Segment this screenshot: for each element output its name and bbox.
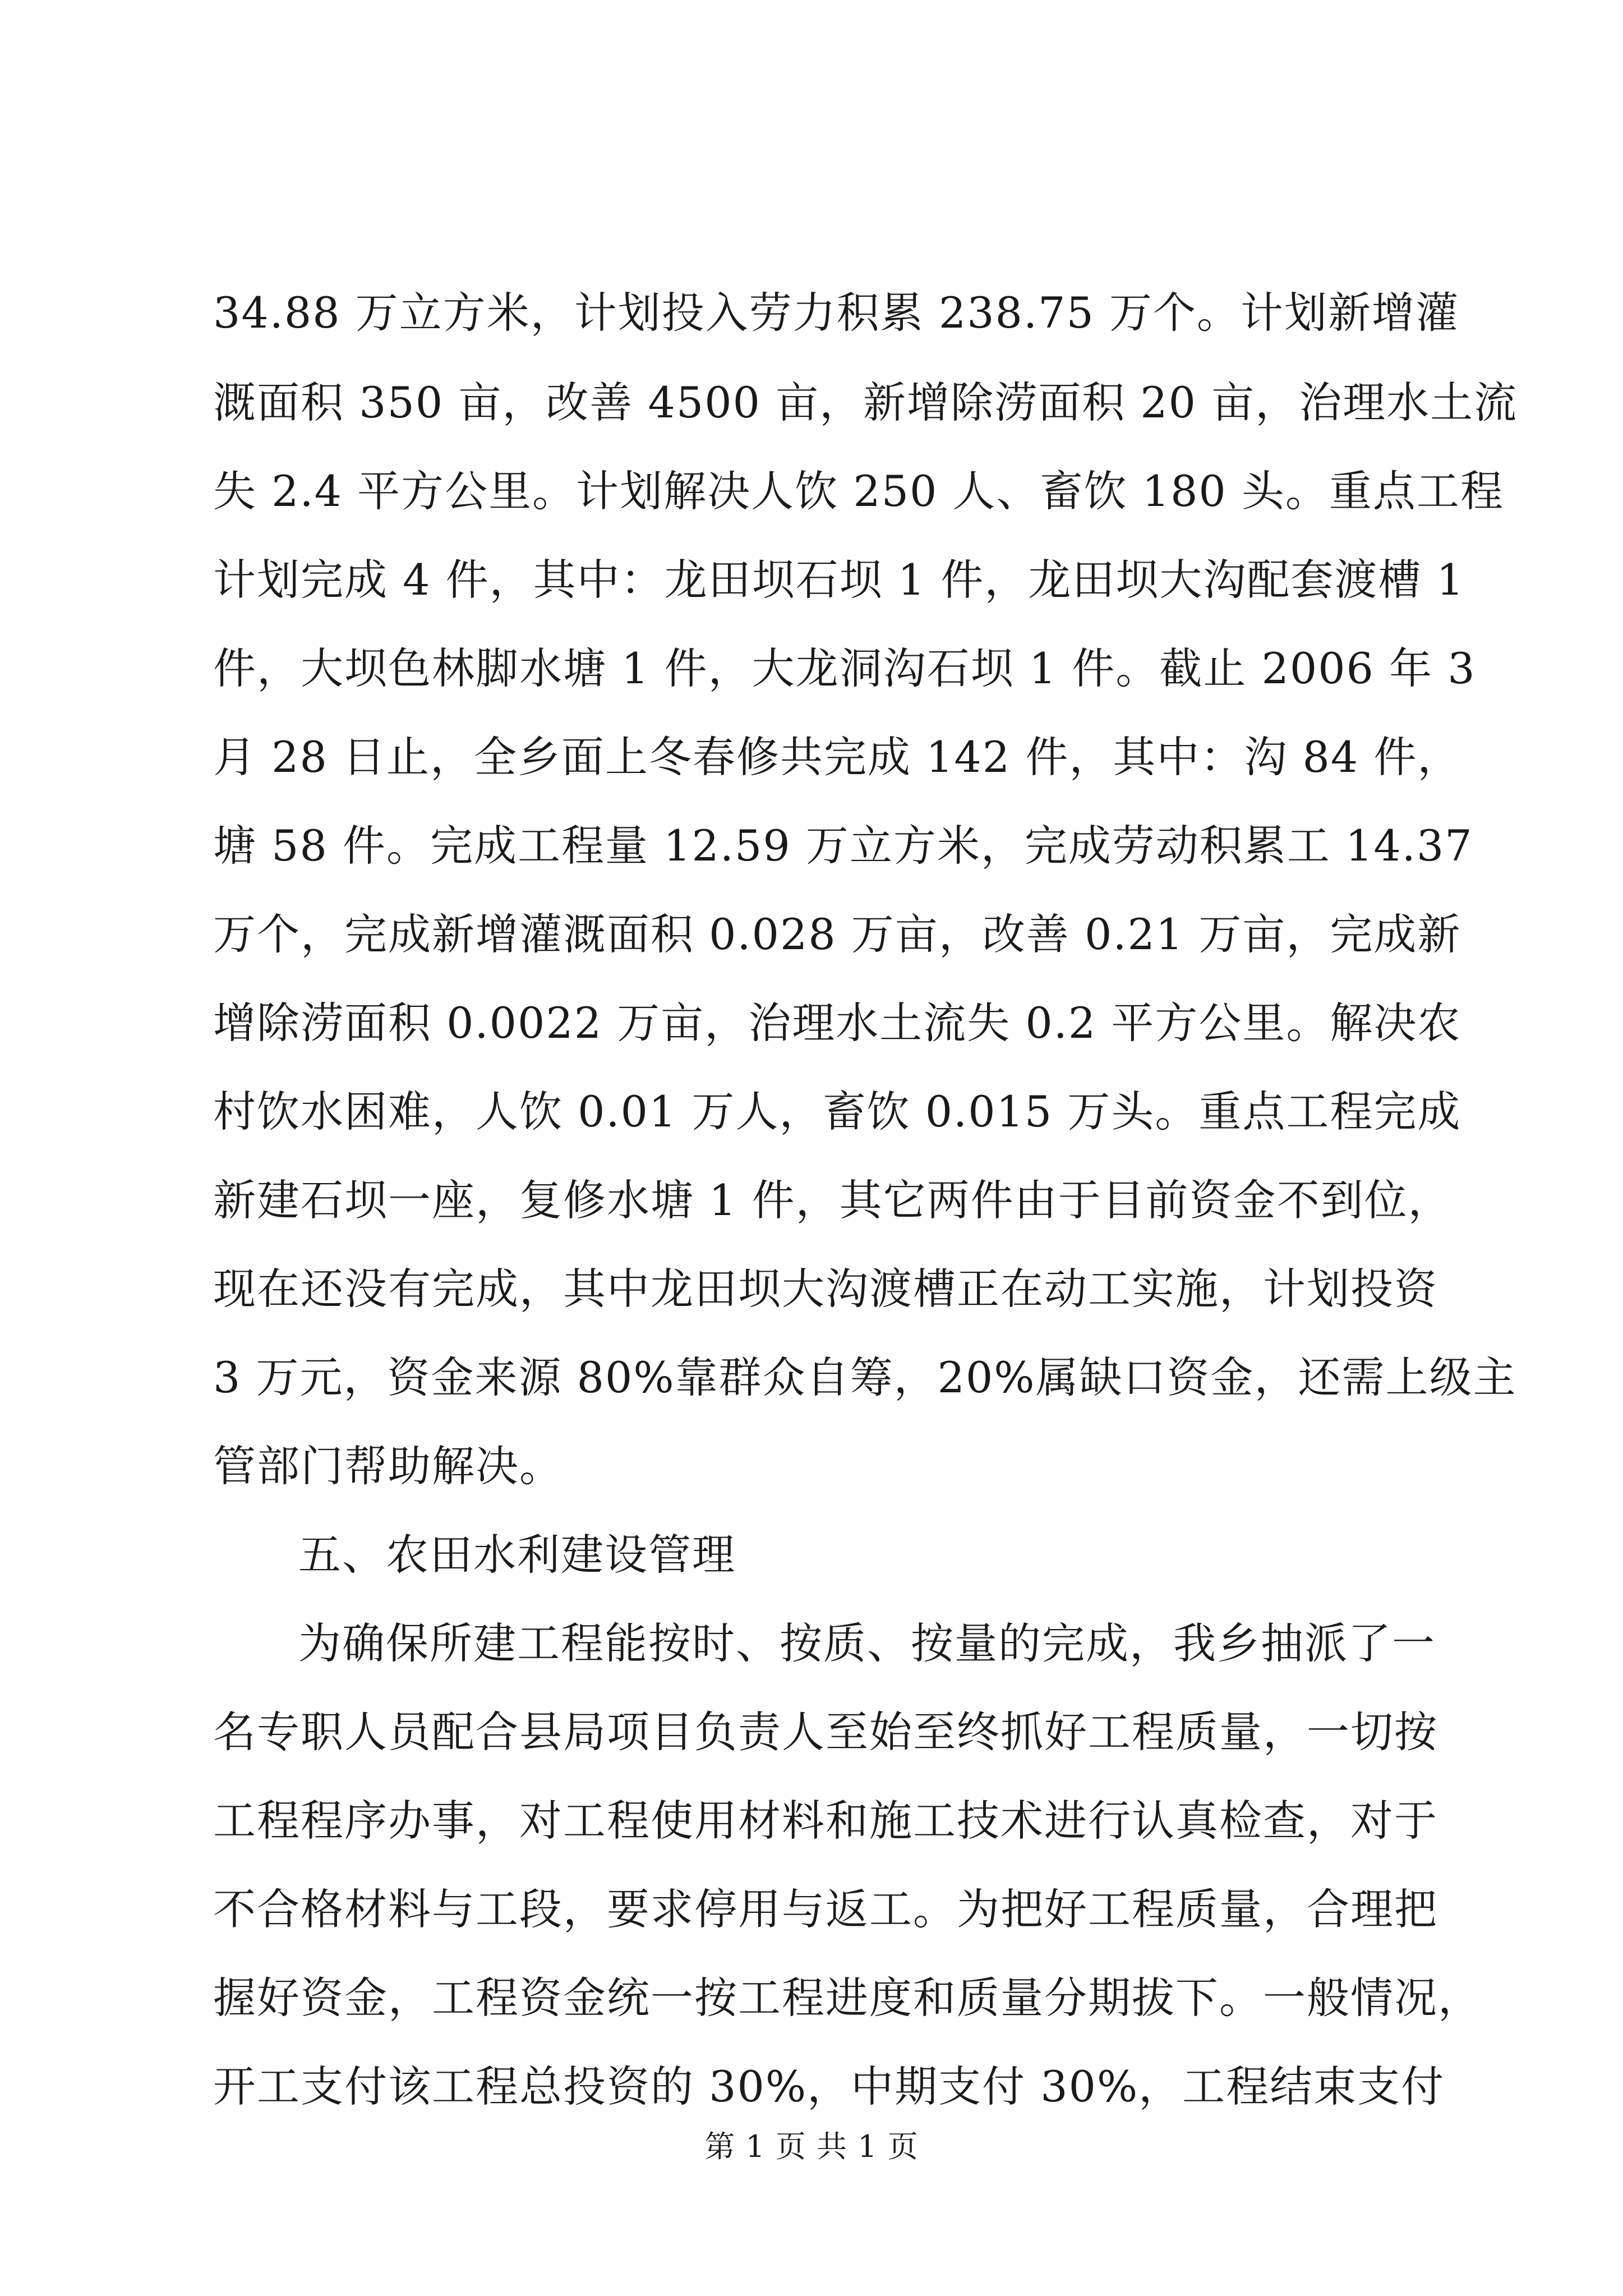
- body-line-1: 34.88 万立方米，计划投入劳力积累 238.75 万个。计划新增灌: [213, 288, 1459, 338]
- body-line-6: 月 28 日止，全乡面上冬春修共完成 142 件，其中：沟 84 件，: [213, 732, 1461, 782]
- body-line-19: 不合格材料与工段，要求停用与返工。为把好工程质量，合理把: [213, 1884, 1438, 1934]
- body-line-9: 增除涝面积 0.0022 万亩，治理水土流失 0.2 平方公里。解决农: [213, 998, 1461, 1048]
- body-line-20: 握好资金，工程资金统一按工程进度和质量分期拔下。一般情况，: [213, 1973, 1482, 2023]
- body-line-5: 件，大坝色林脚水塘 1 件，大龙洞沟石坝 1 件。截止 2006 年 3: [213, 643, 1476, 693]
- body-line-12: 现在还没有完成，其中龙田坝大沟渡槽正在动工实施，计划投资: [213, 1264, 1438, 1314]
- body-line-17: 名专职人员配合县局项目负责人至始至终抓好工程质量，一切按: [213, 1707, 1438, 1757]
- body-line-3: 失 2.4 平方公里。计划解决人饮 250 人、畜饮 180 头。重点工程: [213, 466, 1504, 516]
- body-line-2: 溉面积 350 亩，改善 4500 亩，新增除涝面积 20 亩，治理水土流: [213, 378, 1518, 427]
- section-heading: 五、农田水利建设管理: [298, 1530, 736, 1580]
- page-footer: 第 1 页 共 1 页: [704, 2129, 919, 2164]
- body-line-21: 开工支付该工程总投资的 30%，中期支付 30%，工程结束支付: [213, 2062, 1445, 2111]
- body-line-11: 新建石坝一座，复修水塘 1 件，其它两件由于目前资金不到位，: [213, 1175, 1452, 1225]
- body-line-18: 工程程序办事，对工程使用材料和施工技术进行认真检查，对于: [213, 1796, 1438, 1846]
- body-line-4: 计划完成 4 件，其中：龙田坝石坝 1 件，龙田坝大沟配套渡槽 1: [213, 555, 1465, 605]
- body-line-14: 管部门帮助解决。: [213, 1441, 563, 1491]
- body-line-16: 为确保所建工程能按时、按质、按量的完成，我乡抽派了一: [298, 1618, 1436, 1668]
- body-line-13: 3 万元，资金来源 80%靠群众自筹，20%属缺口资金，还需上级主: [213, 1352, 1517, 1402]
- body-line-7: 塘 58 件。完成工程量 12.59 万立方米，完成劳动积累工 14.37: [213, 821, 1473, 871]
- body-line-8: 万个，完成新增灌溉面积 0.028 万亩，改善 0.21 万亩，完成新: [213, 909, 1461, 959]
- body-line-10: 村饮水困难，人饮 0.01 万人，畜饮 0.015 万头。重点工程完成: [213, 1087, 1461, 1137]
